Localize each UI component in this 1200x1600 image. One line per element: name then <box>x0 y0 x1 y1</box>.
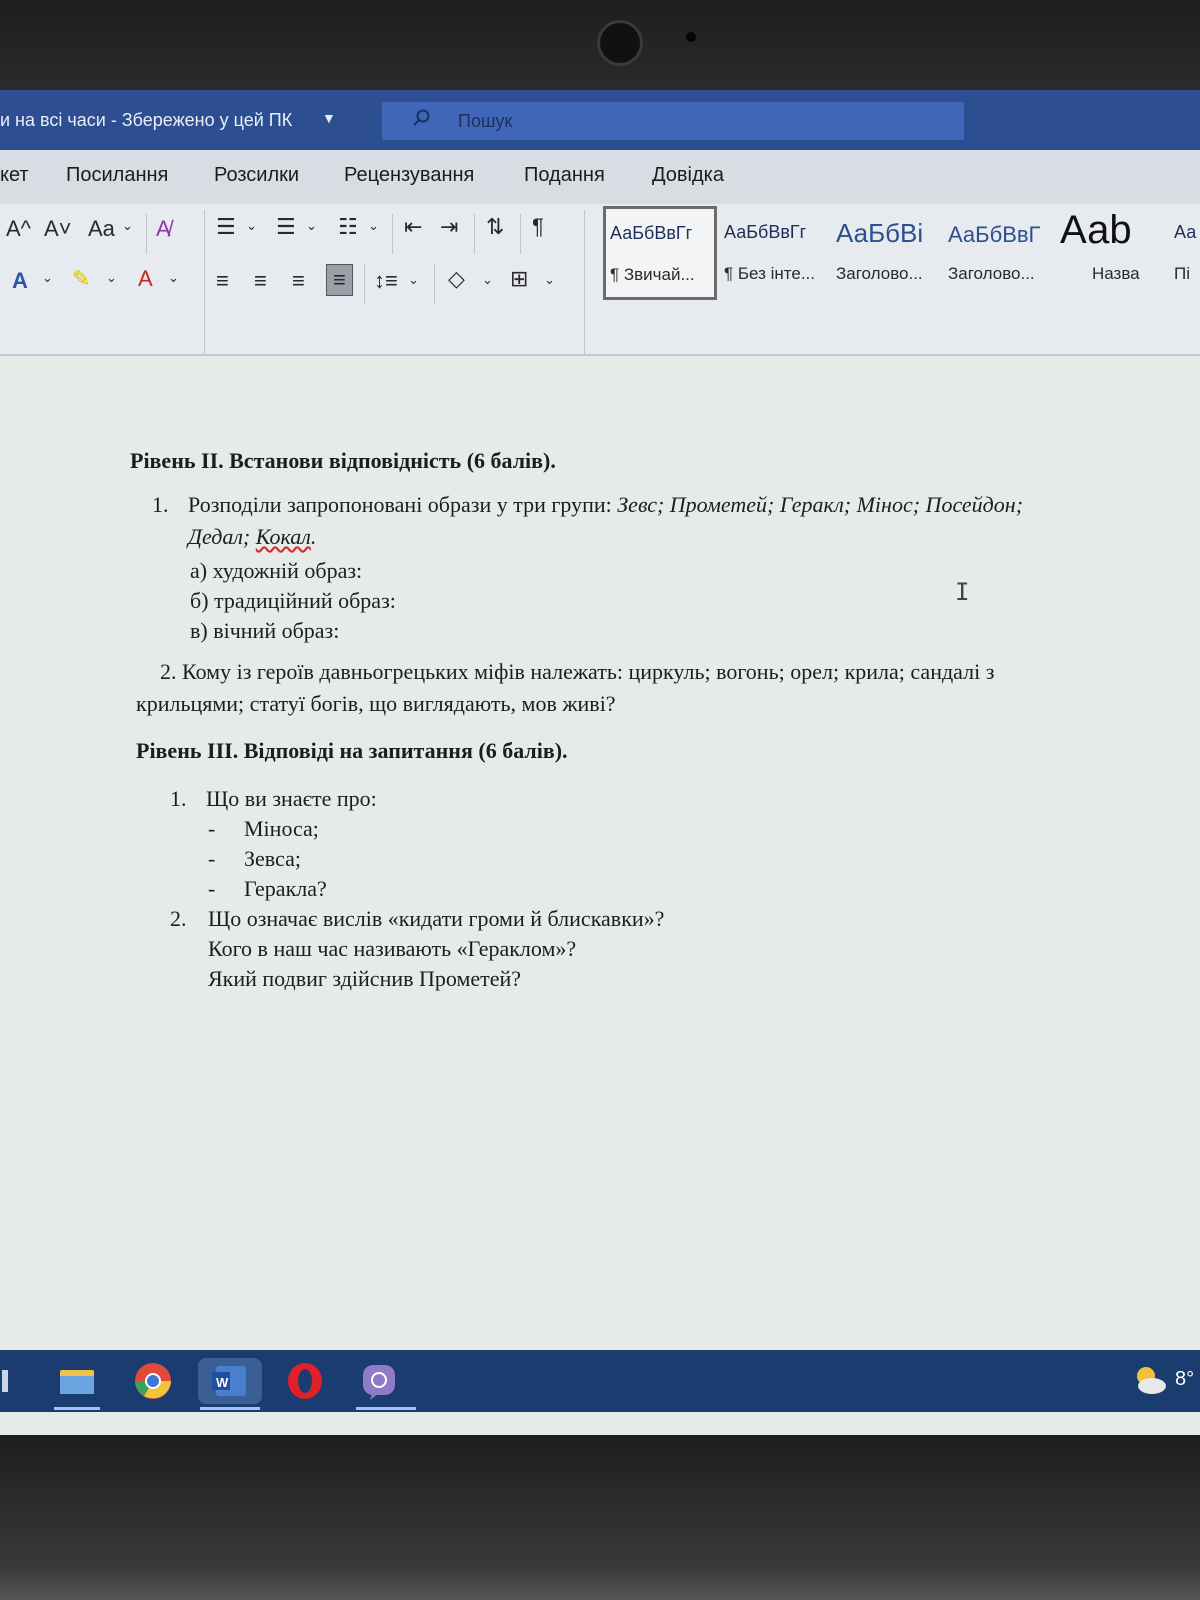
viber-icon[interactable] <box>356 1358 402 1404</box>
dash-bullet: - <box>208 846 216 871</box>
question-2-line-2: крильцями; статуї богів, що виглядають, мов живі? <box>136 691 616 716</box>
align-left-icon[interactable]: ≡ <box>216 268 229 293</box>
tab-layout[interactable]: кет <box>0 164 29 186</box>
misspelled-word[interactable]: Кокал <box>255 524 311 549</box>
chevron-down-icon[interactable]: ▼ <box>322 110 336 126</box>
laptop-bezel-bottom <box>0 1435 1200 1600</box>
style-sample: АаБбВвГг <box>610 223 693 243</box>
style-name: Пі <box>1174 264 1190 283</box>
svg-text:W: W <box>216 1375 229 1390</box>
search-placeholder: Пошук <box>458 111 513 131</box>
question-1-items-cont-text: Дедал; <box>188 524 251 549</box>
level-2-heading: Рівень ІІ. Встанови відповідність (6 балів). <box>130 448 556 473</box>
ibeam-cursor-icon: I <box>955 578 970 606</box>
webcam <box>597 20 643 66</box>
style-sample: АаБбВвГ <box>948 222 1041 247</box>
text-effects-icon[interactable]: A <box>12 268 28 293</box>
dash-bullet: - <box>208 876 216 901</box>
style-name: ¶ Звичай... <box>610 265 695 284</box>
chevron-down-icon[interactable]: ⌄ <box>246 218 257 233</box>
style-title[interactable] <box>1056 208 1164 296</box>
chevron-down-icon[interactable]: ⌄ <box>306 218 317 233</box>
question-1-prompt: Розподіли запропоновані образи у три групи: <box>188 492 612 517</box>
list-item: Міноса; <box>244 816 319 841</box>
question-2-line-1: 2. Кому із героїв давньогрецьких міфів належать: циркуль; вогонь; орел; крила; сандалі з <box>160 659 995 684</box>
separator <box>474 214 475 254</box>
chevron-down-icon[interactable]: ⌄ <box>42 270 53 285</box>
style-heading-1[interactable] <box>832 208 940 296</box>
increase-indent-icon[interactable]: ⇥ <box>440 214 459 239</box>
taskbar <box>0 1350 1200 1412</box>
running-indicator <box>356 1407 416 1410</box>
running-indicator <box>200 1407 260 1410</box>
style-heading-2[interactable] <box>944 208 1052 296</box>
file-explorer-icon[interactable] <box>54 1358 100 1404</box>
separator <box>392 214 393 254</box>
style-sample: Аа <box>1174 222 1197 242</box>
style-name: Заголово... <box>836 264 923 283</box>
style-sample: Ааb <box>1060 208 1132 252</box>
chevron-down-icon[interactable]: ⌄ <box>368 218 379 233</box>
dash-bullet: - <box>208 816 216 841</box>
screen <box>0 90 1200 1435</box>
separator <box>434 264 435 304</box>
webcam-led <box>686 32 696 42</box>
chevron-down-icon[interactable]: ⌄ <box>168 270 179 285</box>
weather-icon[interactable] <box>1126 1358 1172 1404</box>
option-a: а) художній образ: <box>190 558 363 583</box>
chevron-down-icon[interactable]: ⌄ <box>544 272 555 287</box>
level-3-question-2-line-3: Який подвиг здійснив Прометей? <box>208 966 522 991</box>
style-name: ¶ Без інте... <box>724 264 815 283</box>
running-indicator <box>54 1407 100 1410</box>
line-spacing-icon[interactable]: ↕≡ <box>374 268 398 293</box>
laptop-bezel-top <box>0 0 1200 90</box>
tab-view[interactable]: Подання <box>524 164 605 186</box>
word-icon[interactable] <box>198 1358 262 1404</box>
chevron-down-icon[interactable]: ⌄ <box>482 272 493 287</box>
borders-icon[interactable]: ⊞ <box>510 266 529 291</box>
word-titlebar <box>0 90 1200 150</box>
search-box[interactable] <box>382 102 964 140</box>
show-formatting-icon[interactable]: ¶ <box>532 214 544 239</box>
numbering-icon[interactable]: ☰ <box>276 214 296 239</box>
document-page[interactable] <box>0 356 1200 1356</box>
style-name: Назва <box>1092 264 1140 283</box>
list-number: 1. <box>170 786 187 811</box>
style-sample: АаБбВі <box>836 218 924 248</box>
shading-icon[interactable]: ◇ <box>448 266 465 291</box>
style-no-spacing[interactable] <box>720 208 828 296</box>
ribbon-tabs <box>0 150 1200 204</box>
align-right-icon[interactable]: ≡ <box>292 268 305 293</box>
chrome-icon[interactable] <box>130 1358 176 1404</box>
style-name: Заголово... <box>948 264 1035 283</box>
question-1-text <box>188 492 1023 518</box>
align-center-icon[interactable]: ≡ <box>254 268 267 293</box>
grow-font-button[interactable]: A^ <box>6 216 31 241</box>
chevron-down-icon[interactable]: ⌄ <box>408 272 419 287</box>
style-normal[interactable] <box>603 206 717 300</box>
separator <box>364 264 365 304</box>
question-1-items-cont: Дедал; Кокал. <box>188 524 317 549</box>
level-3-question-1: Що ви знаєте про: <box>206 786 377 811</box>
level-3-heading: Рівень ІІІ. Відповіді на запитання (6 балів). <box>136 738 568 763</box>
sort-icon[interactable]: ⇅ <box>486 214 505 239</box>
styles-gallery <box>600 208 1200 298</box>
question-1-items: Зевс; Прометей; Геракл; Мінос; Посейдон; <box>617 492 1024 517</box>
level-3-question-2-line-1: Що означає вислів «кидати громи й блискавки»? <box>208 906 665 931</box>
bullets-icon[interactable]: ☰ <box>216 214 236 239</box>
task-view-icon[interactable] <box>0 1358 22 1404</box>
multilevel-list-icon[interactable]: ☷ <box>338 214 358 239</box>
tab-references[interactable]: Посилання <box>66 164 169 186</box>
justify-icon[interactable]: ≡ <box>326 264 353 296</box>
tab-help[interactable]: Довідка <box>652 164 724 186</box>
chevron-down-icon[interactable]: ⌄ <box>106 270 117 285</box>
clear-formatting-icon[interactable]: A̸ <box>156 216 171 241</box>
tab-review[interactable]: Рецензування <box>344 164 475 186</box>
style-sample: АаБбВвГг <box>724 222 807 242</box>
separator <box>520 214 521 254</box>
opera-icon[interactable] <box>282 1358 328 1404</box>
highlight-icon[interactable]: ✎ <box>72 266 91 291</box>
document-title[interactable]: и на всі часи - Збережено у цей ПК <box>0 110 293 130</box>
chevron-down-icon[interactable]: ⌄ <box>122 218 133 233</box>
option-c: в) вічний образ: <box>190 618 340 643</box>
list-number: 1. <box>152 492 169 517</box>
tab-mailings[interactable]: Розсилки <box>214 164 300 186</box>
list-number: 2. <box>170 906 187 931</box>
temperature-label[interactable]: 8° <box>1175 1368 1195 1390</box>
level-3-question-2-line-2: Кого в наш час називають «Гераклом»? <box>208 936 577 961</box>
option-b: б) традиційний образ: <box>190 588 396 613</box>
list-item: Зевса; <box>244 846 301 871</box>
separator <box>146 214 147 254</box>
font-color-icon[interactable]: A <box>138 266 153 291</box>
shrink-font-button[interactable]: A˅ <box>44 216 72 241</box>
list-item: Геракла? <box>244 876 327 901</box>
change-case-button[interactable]: Aa <box>88 216 115 241</box>
style-subtitle[interactable] <box>1170 208 1200 296</box>
search-icon <box>412 109 430 127</box>
decrease-indent-icon[interactable]: ⇤ <box>404 214 423 239</box>
